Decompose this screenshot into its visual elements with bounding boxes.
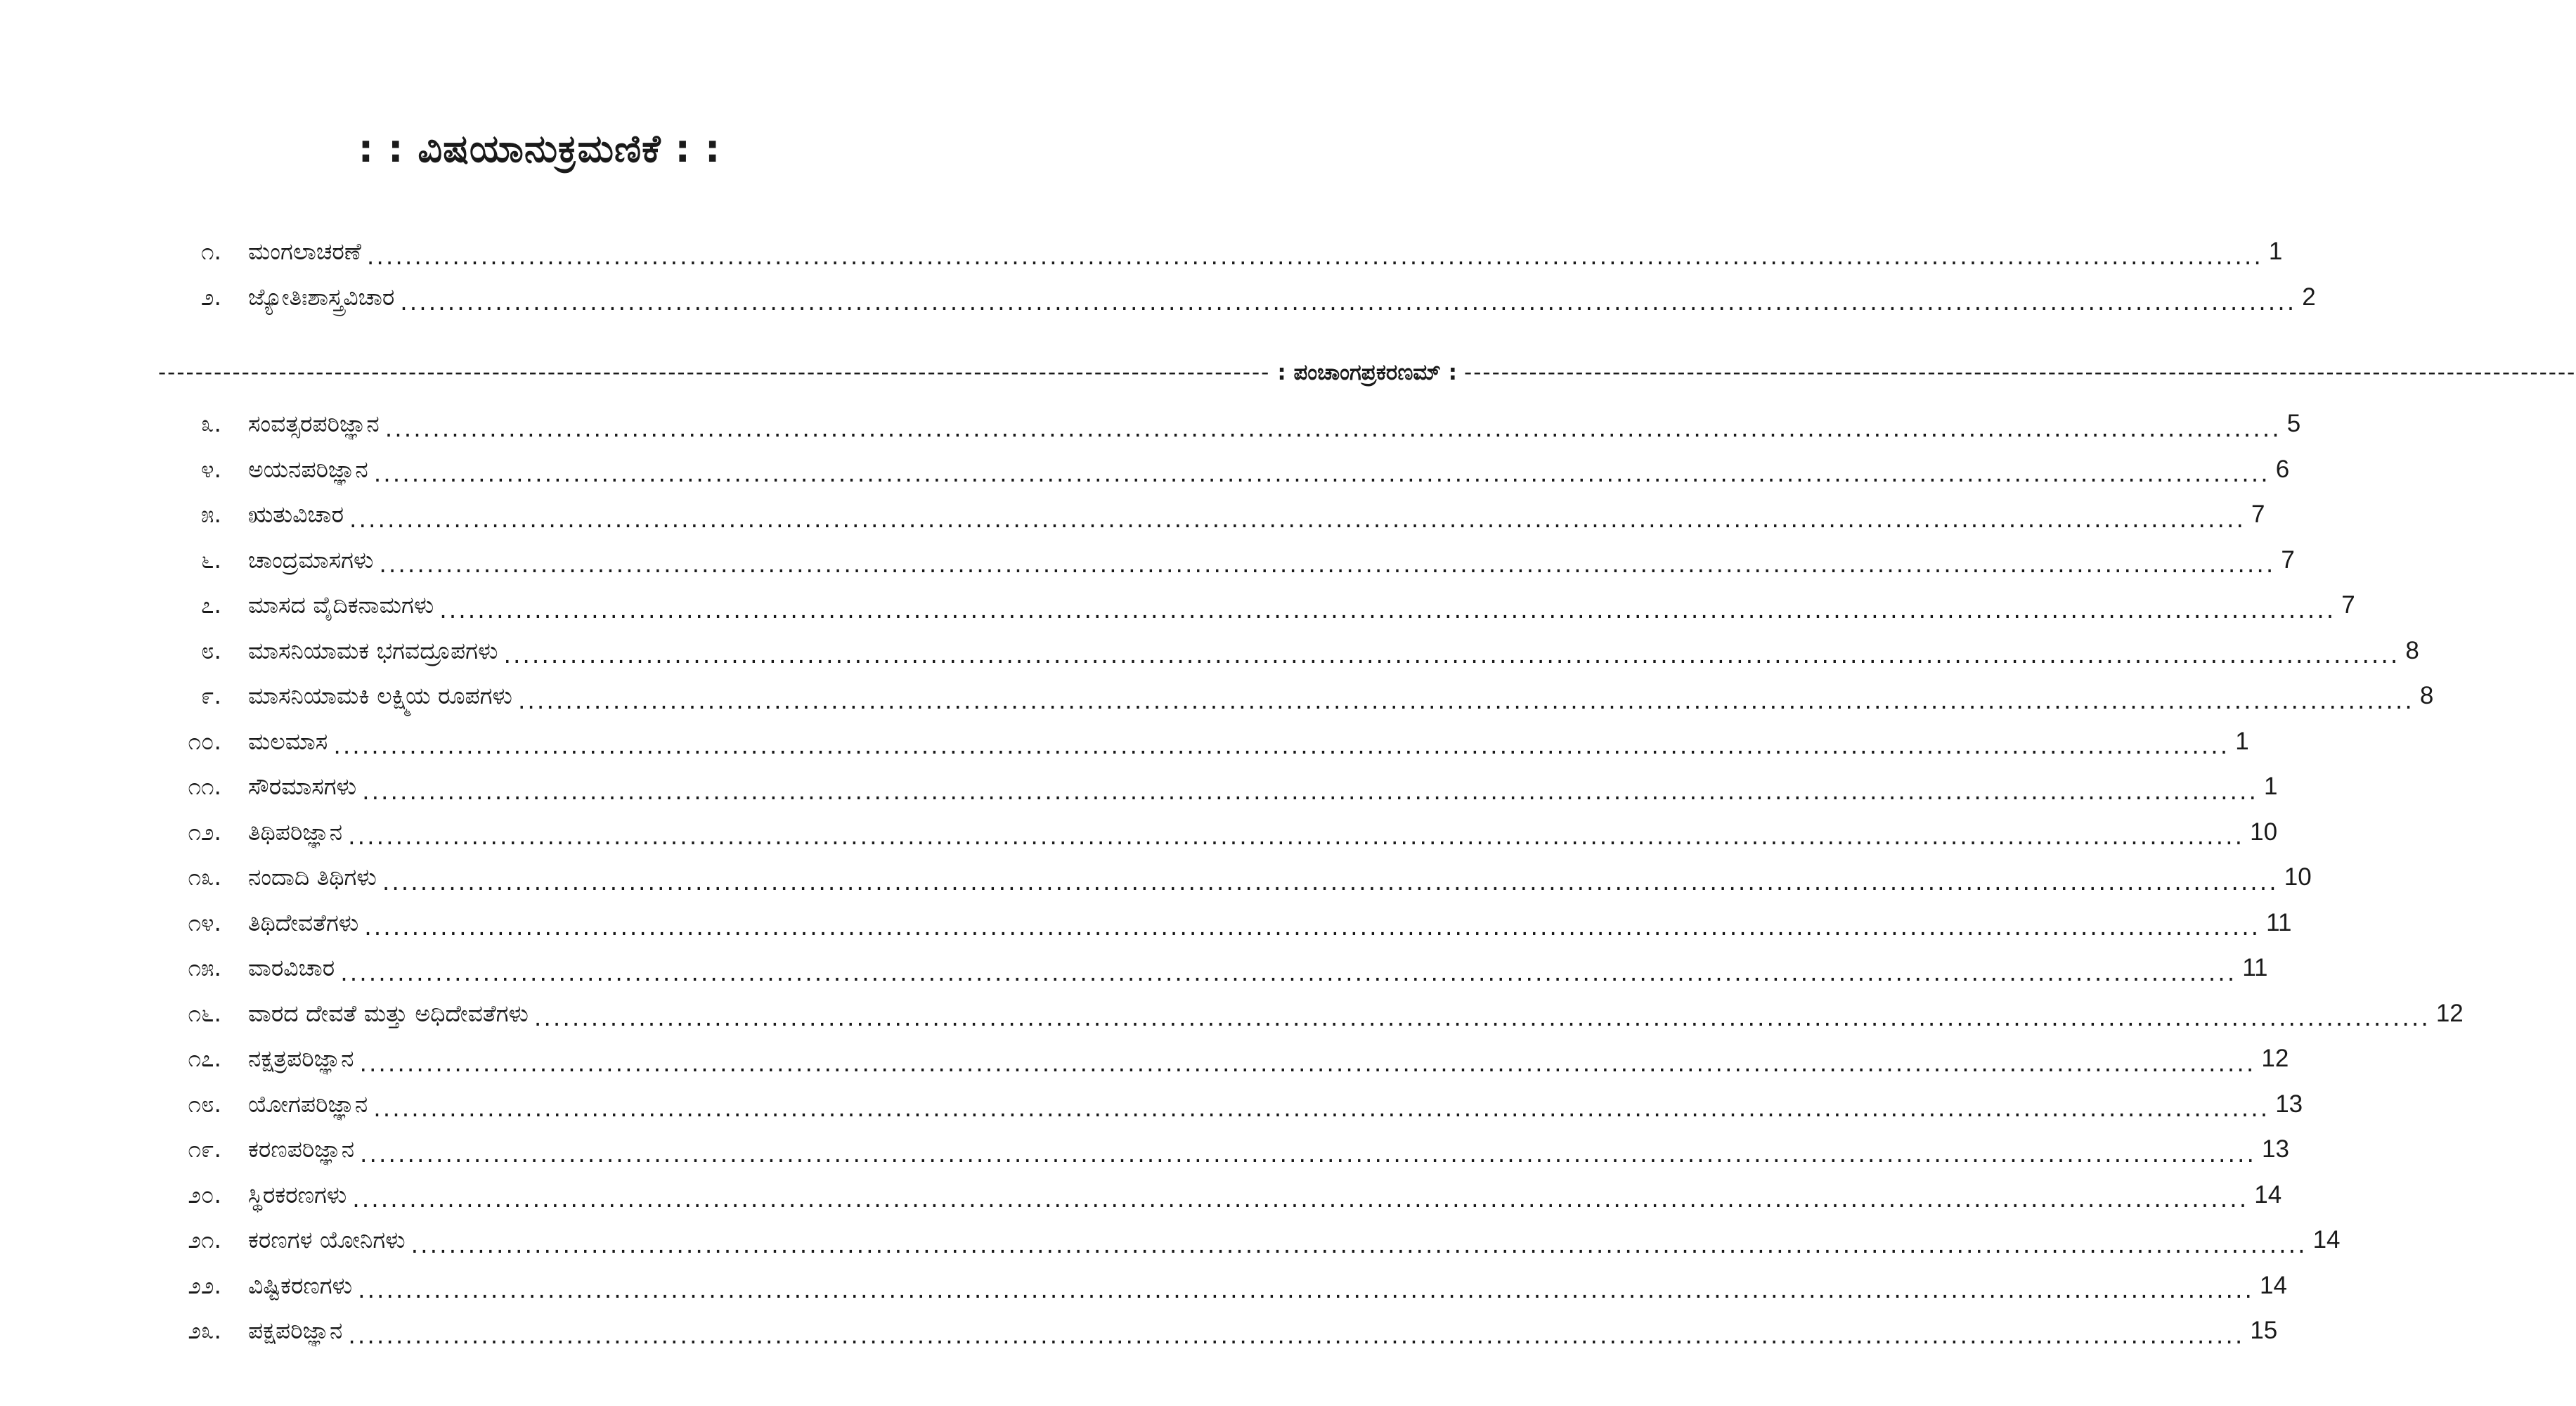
leader-dots: ........................................................................................................................................................................................................ bbox=[410, 1230, 2308, 1258]
entry-label: ಮಾಸನಿಯಾಮಕಿ ಲಕ್ಷ್ಮಿಯ ರೂಪಗಳು bbox=[248, 682, 512, 709]
entry-page: 11 bbox=[2242, 954, 2268, 981]
entry-page: 13 bbox=[2275, 1090, 2303, 1118]
entry-number: ೧೮. bbox=[188, 1090, 221, 1118]
entry-label: ವಿಷ್ಟಿಕರಣಗಳು bbox=[248, 1271, 353, 1299]
toc-entry[interactable] bbox=[155, 1313, 2278, 1349]
entry-page: 7 bbox=[2251, 501, 2265, 528]
entry-label: ಮಂಗಲಾಚರಣೆ bbox=[248, 238, 361, 265]
leader-dots: ........................................................................................................................................................................................................ bbox=[503, 641, 2400, 669]
entry-label: ಚಾಂದ್ರಮಾಸಗಳು bbox=[248, 546, 374, 574]
entry-page: 8 bbox=[2419, 682, 2434, 709]
entry-number: ೬. bbox=[201, 546, 221, 574]
leader-dots: ........................................................................................................................................................................................................ bbox=[400, 288, 2297, 316]
entry-number: ೧. bbox=[201, 238, 221, 265]
entry-page: 1 bbox=[2264, 773, 2278, 800]
leader-dots: ........................................................................................................................................................................................................ bbox=[373, 1095, 2270, 1122]
leader-dots: ........................................................................................................................................................................................................ bbox=[373, 460, 2270, 487]
leader-dots: ........................................................................................................................................................................................................ bbox=[360, 1140, 2256, 1168]
entry-number: ೯. bbox=[201, 682, 221, 709]
entry-number: ೧೭. bbox=[188, 1045, 221, 1072]
entry-label: ಯೋಗಪರಿಜ್ಞಾನ bbox=[248, 1090, 368, 1118]
entry-number: ೨೦. bbox=[188, 1180, 221, 1208]
toc-entry[interactable] bbox=[155, 543, 2295, 578]
toc-entry[interactable] bbox=[155, 724, 2249, 759]
entry-number: ೪. bbox=[201, 455, 221, 483]
leader-dots: ........................................................................................................................................................................................................ bbox=[359, 1049, 2256, 1077]
entry-label: ಮಲಮಾಸ bbox=[248, 727, 328, 755]
entry-number: ೧೬. bbox=[188, 999, 221, 1027]
toc-entry[interactable] bbox=[155, 769, 2278, 805]
entry-page: 6 bbox=[2275, 455, 2290, 483]
leader-dots: ........................................................................................................................................................................................................ bbox=[366, 242, 2263, 270]
entry-label: ವಾರದ ದೇವತೆ ಮತ್ತು ಅಧಿದೇವತೆಗಳು bbox=[248, 999, 529, 1027]
leader-dots: ........................................................................................................................................................................................................ bbox=[348, 823, 2245, 850]
leader-dots: ........................................................................................................................................................................................................ bbox=[362, 777, 2259, 805]
leader-dots: ........................................................................................................................................................................................................ bbox=[358, 1276, 2255, 1303]
entry-page: 12 bbox=[2261, 1045, 2289, 1072]
leader-dots: ........................................................................................................................................................................................................ bbox=[348, 1321, 2245, 1349]
entry-page: 7 bbox=[2281, 546, 2295, 574]
entry-page: 13 bbox=[2262, 1135, 2289, 1163]
toc-entry[interactable] bbox=[155, 678, 2434, 714]
toc-entry[interactable] bbox=[155, 950, 2268, 986]
toc-entry[interactable] bbox=[155, 452, 2290, 487]
leader-dots: ........................................................................................................................................................................................................ bbox=[352, 1185, 2249, 1213]
entry-label: ತಿಥಿಪರಿಜ್ಞಾನ bbox=[248, 818, 343, 846]
entry-page: 1 bbox=[2268, 238, 2283, 265]
toc-entry[interactable] bbox=[155, 1178, 2282, 1213]
leader-dots: ........................................................................................................................................................................................................ bbox=[349, 505, 2246, 533]
entry-number: ೨೧. bbox=[188, 1226, 221, 1253]
leader-dots: ........................................................................................................................................................................................................ bbox=[533, 1004, 2431, 1031]
toc-entry[interactable] bbox=[155, 815, 2278, 850]
entry-page: 2 bbox=[2302, 283, 2316, 311]
entry-label: ಸಂವತ್ಸರಪರಿಜ್ಞಾನ bbox=[248, 410, 380, 437]
toc-entry[interactable] bbox=[155, 1087, 2303, 1122]
entry-label: ನಂದಾದಿ ತಿಥಿಗಳು bbox=[248, 863, 377, 891]
entry-page: 11 bbox=[2266, 908, 2292, 936]
entry-number: ೧೧. bbox=[188, 773, 221, 800]
entry-page: 14 bbox=[2312, 1226, 2341, 1253]
entry-number: ೩. bbox=[201, 410, 221, 437]
leader-dots: ........................................................................................................................................................................................................ bbox=[333, 732, 2230, 759]
entry-label: ಮಾಸದ ವೈದಿಕನಾಮಗಳು bbox=[248, 591, 434, 619]
entry-number: ೨. bbox=[201, 283, 221, 311]
entry-label: ಋತುವಿಚಾರ bbox=[248, 501, 344, 528]
entry-label: ಸ್ಥಿರಕರಣಗಳು bbox=[248, 1180, 347, 1208]
entry-number: ೧೩. bbox=[188, 863, 221, 891]
toc-entry[interactable] bbox=[155, 996, 2464, 1031]
leader-dots: ........................................................................................................................................................................................................ bbox=[517, 686, 2414, 714]
entry-label: ಕರಣಪರಿಜ್ಞಾನ bbox=[248, 1135, 355, 1163]
toc-entry[interactable] bbox=[155, 1132, 2289, 1168]
toc-entry[interactable] bbox=[155, 1268, 2287, 1303]
leader-dots: ........................................................................................................................................................................................................ bbox=[439, 595, 2336, 624]
entry-label: ಮಾಸನಿಯಾಮಕ ಭಗವದ್ರೂಪಗಳು bbox=[248, 636, 498, 664]
page-title: : : ವಿಷಯಾನುಕ್ರಮಣಿಕೆ : : bbox=[358, 127, 721, 171]
leader-dots: ........................................................................................................................................................................................................ bbox=[364, 913, 2261, 941]
leader-dots: ........................................................................................................................................................................................................ bbox=[382, 868, 2279, 896]
entry-number: ೫. bbox=[201, 501, 221, 528]
entry-page: 12 bbox=[2435, 999, 2464, 1027]
leader-dots: ........................................................................................................................................................................................................ bbox=[340, 958, 2237, 986]
leader-dots: ........................................................................................................................................................................................................ bbox=[384, 414, 2281, 442]
entry-label: ವಾರವಿಚಾರ bbox=[248, 954, 335, 981]
toc-entry[interactable] bbox=[155, 406, 2301, 442]
entry-page: 14 bbox=[2260, 1271, 2287, 1299]
toc-entry[interactable] bbox=[155, 588, 2355, 624]
entry-number: ೧೯. bbox=[188, 1135, 221, 1163]
entry-label: ಪಕ್ಷಪರಿಜ್ಞಾನ bbox=[248, 1317, 343, 1344]
section-dash-right: ------------------------------------------------------------------------------------------------------------------------ bbox=[1464, 360, 2576, 385]
entry-number: ೨೨. bbox=[188, 1271, 221, 1299]
entry-page: 10 bbox=[2284, 863, 2312, 891]
toc-entry[interactable] bbox=[155, 234, 2283, 270]
entry-number: ೮. bbox=[201, 636, 221, 664]
toc-entry[interactable] bbox=[155, 280, 2316, 316]
toc-entry[interactable] bbox=[155, 1041, 2289, 1077]
entry-number: ೨೩. bbox=[188, 1317, 221, 1344]
entry-label: ತಿಥಿದೇವತೆಗಳು bbox=[248, 908, 359, 936]
entry-page: 5 bbox=[2286, 410, 2301, 437]
entry-label: ಜ್ಯೋತಿಃಶಾಸ್ತ್ರವಿಚಾರ bbox=[248, 283, 395, 311]
entry-label: ಸೌರಮಾಸಗಳು bbox=[248, 773, 357, 800]
section-dash-left: ------------------------------------------------------------------------------------------------------------------------ bbox=[158, 360, 1271, 385]
leader-dots: ........................................................................................................................................................................................................ bbox=[379, 550, 2276, 578]
entry-label: ಕರಣಗಳ ಯೋನಿಗಳು bbox=[248, 1226, 406, 1253]
entry-page: 15 bbox=[2250, 1317, 2278, 1344]
toc-entry[interactable] bbox=[155, 633, 2419, 669]
section-label: : ಪಂಚಾಂಗಪ್ರಕರಣಮ್ : bbox=[1277, 359, 1458, 385]
entry-page: 10 bbox=[2250, 818, 2278, 846]
toc-entry[interactable] bbox=[155, 860, 2312, 896]
entry-number: ೧೨. bbox=[188, 818, 221, 846]
entry-number: ೭. bbox=[201, 591, 221, 619]
entry-page: 1 bbox=[2235, 727, 2249, 755]
toc-entry[interactable] bbox=[155, 1223, 2341, 1258]
entry-page: 14 bbox=[2254, 1180, 2282, 1208]
entry-page: 8 bbox=[2405, 636, 2419, 664]
toc-entry[interactable] bbox=[155, 905, 2292, 941]
entry-label: ಅಯನಪರಿಜ್ಞಾನ bbox=[248, 455, 368, 483]
section-heading bbox=[158, 355, 2576, 390]
toc-entry[interactable] bbox=[155, 497, 2265, 533]
entry-number: ೧೫. bbox=[188, 954, 221, 981]
entry-page: 7 bbox=[2341, 591, 2355, 619]
entry-label: ನಕ್ಷತ್ರಪರಿಜ್ಞಾನ bbox=[248, 1045, 354, 1072]
entry-number: ೧೪. bbox=[188, 908, 221, 936]
entry-number: ೧೦. bbox=[188, 727, 221, 755]
